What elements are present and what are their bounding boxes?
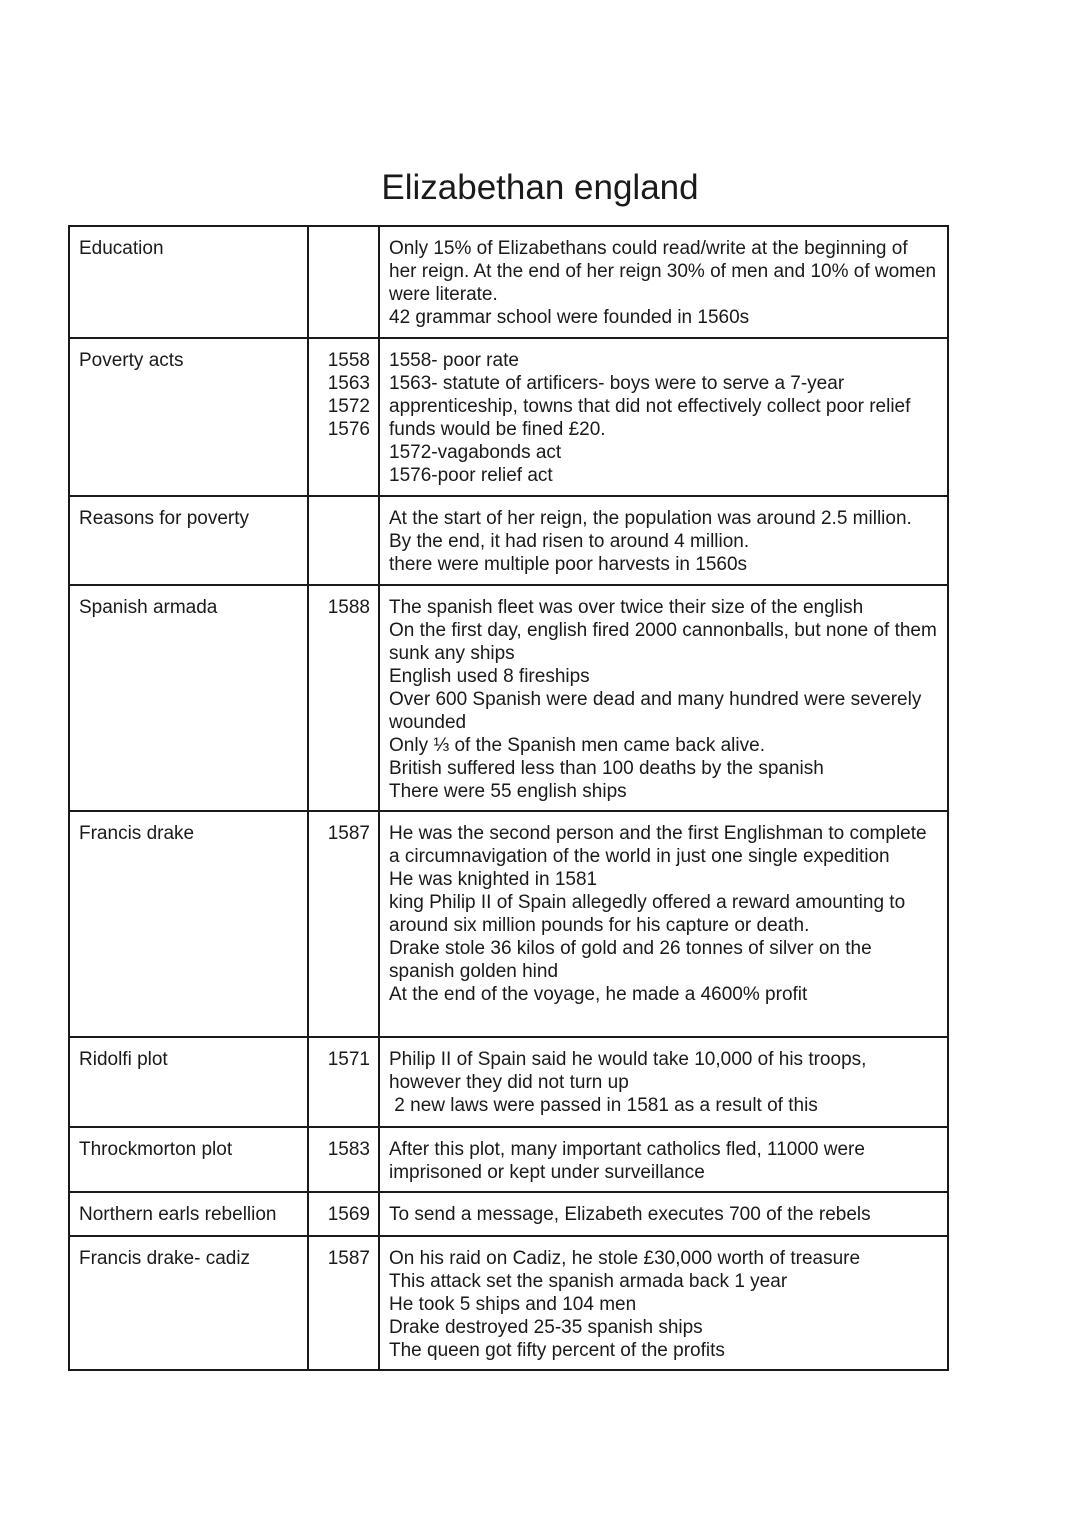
detail-line: Only 15% of Elizabethans could read/write at the beginning of her reign. At the end of her reign 30% of men and 10% of women were literate. <box>389 238 942 305</box>
year-value: 1558 <box>327 350 370 371</box>
detail-cell <box>379 811 948 1037</box>
year-cell <box>308 585 379 811</box>
detail-cell <box>379 1127 948 1192</box>
detail-line: The spanish fleet was over twice their size of the english <box>389 597 864 618</box>
topic-cell <box>69 1127 308 1192</box>
notes-table <box>68 225 949 1371</box>
detail-line: Only ⅓ of the Spanish men came back alive. <box>389 735 765 756</box>
year-value: 1587 <box>327 823 370 844</box>
detail-line: Over 600 Spanish were dead and many hundred were severely wounded <box>389 689 927 733</box>
detail-line: After this plot, many important catholics fled, 11000 were imprisoned or kept under surveillance <box>389 1139 871 1183</box>
year-cell <box>308 1037 379 1127</box>
detail-cell <box>379 338 948 496</box>
detail-line: Philip II of Spain said he would take 10,000 of his troops, however they did not turn up <box>389 1049 872 1093</box>
detail-cell <box>379 1192 948 1236</box>
detail-line: there were multiple poor harvests in 1560s <box>389 554 748 575</box>
topic-label: Throckmorton plot <box>79 1139 233 1160</box>
table-row <box>69 1192 948 1236</box>
topic-cell <box>69 496 308 585</box>
page-title: Elizabethan england <box>381 168 699 207</box>
detail-line: He was the second person and the first Englishman to complete a circumnavigation of the world in just one single expedition <box>389 823 932 867</box>
detail-line: To send a message, Elizabeth executes 700 of the rebels <box>389 1204 871 1225</box>
detail-line: On his raid on Cadiz, he stole £30,000 worth of treasure <box>389 1248 861 1269</box>
topic-cell <box>69 1236 308 1370</box>
topic-label: Education <box>79 238 164 259</box>
detail-line: 42 grammar school were founded in 1560s <box>389 307 750 328</box>
detail-line: At the end of the voyage, he made a 4600% profit <box>389 984 808 1005</box>
topic-label: Francis drake- cadiz <box>79 1248 251 1269</box>
year-value: 1576 <box>327 419 370 440</box>
year-cell <box>308 496 379 585</box>
detail-line: He was knighted in 1581 <box>389 869 598 890</box>
detail-cell <box>379 1037 948 1127</box>
detail-line: By the end, it had risen to around 4 million. <box>389 531 750 552</box>
topic-label: Poverty acts <box>79 350 184 371</box>
detail-line: 2 new laws were passed in 1581 as a result of this <box>389 1095 818 1116</box>
year-cell <box>308 1236 379 1370</box>
year-value: 1583 <box>327 1139 370 1160</box>
table-row <box>69 1127 948 1192</box>
detail-line: English used 8 fireships <box>389 666 590 687</box>
topic-label: Ridolfi plot <box>79 1049 168 1070</box>
year-value: 1588 <box>327 597 370 618</box>
topic-cell <box>69 338 308 496</box>
table-row <box>69 496 948 585</box>
year-value: 1569 <box>327 1204 370 1225</box>
topic-label: Spanish armada <box>79 597 218 618</box>
table-row <box>69 226 948 338</box>
detail-line: Drake destroyed 25-35 spanish ships <box>389 1317 703 1338</box>
detail-line: This attack set the spanish armada back 1 year <box>389 1271 788 1292</box>
detail-line: 1576-poor relief act <box>389 465 553 486</box>
detail-line: 1572-vagabonds act <box>389 442 562 463</box>
detail-line: Drake stole 36 kilos of gold and 26 tonnes of silver on the spanish golden hind <box>389 938 877 982</box>
table-row <box>69 585 948 811</box>
topic-cell <box>69 1037 308 1127</box>
notes-table-body <box>69 226 948 1370</box>
detail-line: He took 5 ships and 104 men <box>389 1294 637 1315</box>
detail-line: On the first day, english fired 2000 cannonballs, but none of them sunk any ships <box>389 620 943 664</box>
detail-line: British suffered less than 100 deaths by the spanish <box>389 758 824 779</box>
topic-label: Francis drake <box>79 823 195 844</box>
detail-line: 1563- statute of artificers- boys were to serve a 7-year apprenticeship, towns that did not effectively collect poor relief funds would be fined £20. <box>389 373 916 440</box>
year-cell <box>308 1127 379 1192</box>
topic-cell <box>69 811 308 1037</box>
detail-cell <box>379 496 948 585</box>
year-value: 1563 <box>327 373 370 394</box>
topic-label: Reasons for poverty <box>79 508 250 529</box>
year-cell <box>308 1192 379 1236</box>
detail-line: king Philip II of Spain allegedly offered a reward amounting to around six million pounds for his capture or death. <box>389 892 911 936</box>
year-value: 1587 <box>327 1248 370 1269</box>
table-row <box>69 338 948 496</box>
table-row <box>69 1037 948 1127</box>
year-cell <box>308 811 379 1037</box>
topic-cell <box>69 1192 308 1236</box>
detail-line: At the start of her reign, the population was around 2.5 million. <box>389 508 912 529</box>
topic-cell <box>69 226 308 338</box>
table-row <box>69 1236 948 1370</box>
detail-line: There were 55 english ships <box>389 781 627 802</box>
year-value: 1572 <box>327 396 370 417</box>
detail-cell <box>379 226 948 338</box>
detail-cell <box>379 1236 948 1370</box>
topic-label: Northern earls rebellion <box>79 1204 277 1225</box>
topic-cell <box>69 585 308 811</box>
year-value: 1571 <box>327 1049 370 1070</box>
detail-cell <box>379 585 948 811</box>
year-cell <box>308 226 379 338</box>
detail-line: The queen got fifty percent of the profits <box>389 1340 725 1361</box>
table-row <box>69 811 948 1037</box>
detail-line: 1558- poor rate <box>389 350 519 371</box>
year-cell <box>308 338 379 496</box>
